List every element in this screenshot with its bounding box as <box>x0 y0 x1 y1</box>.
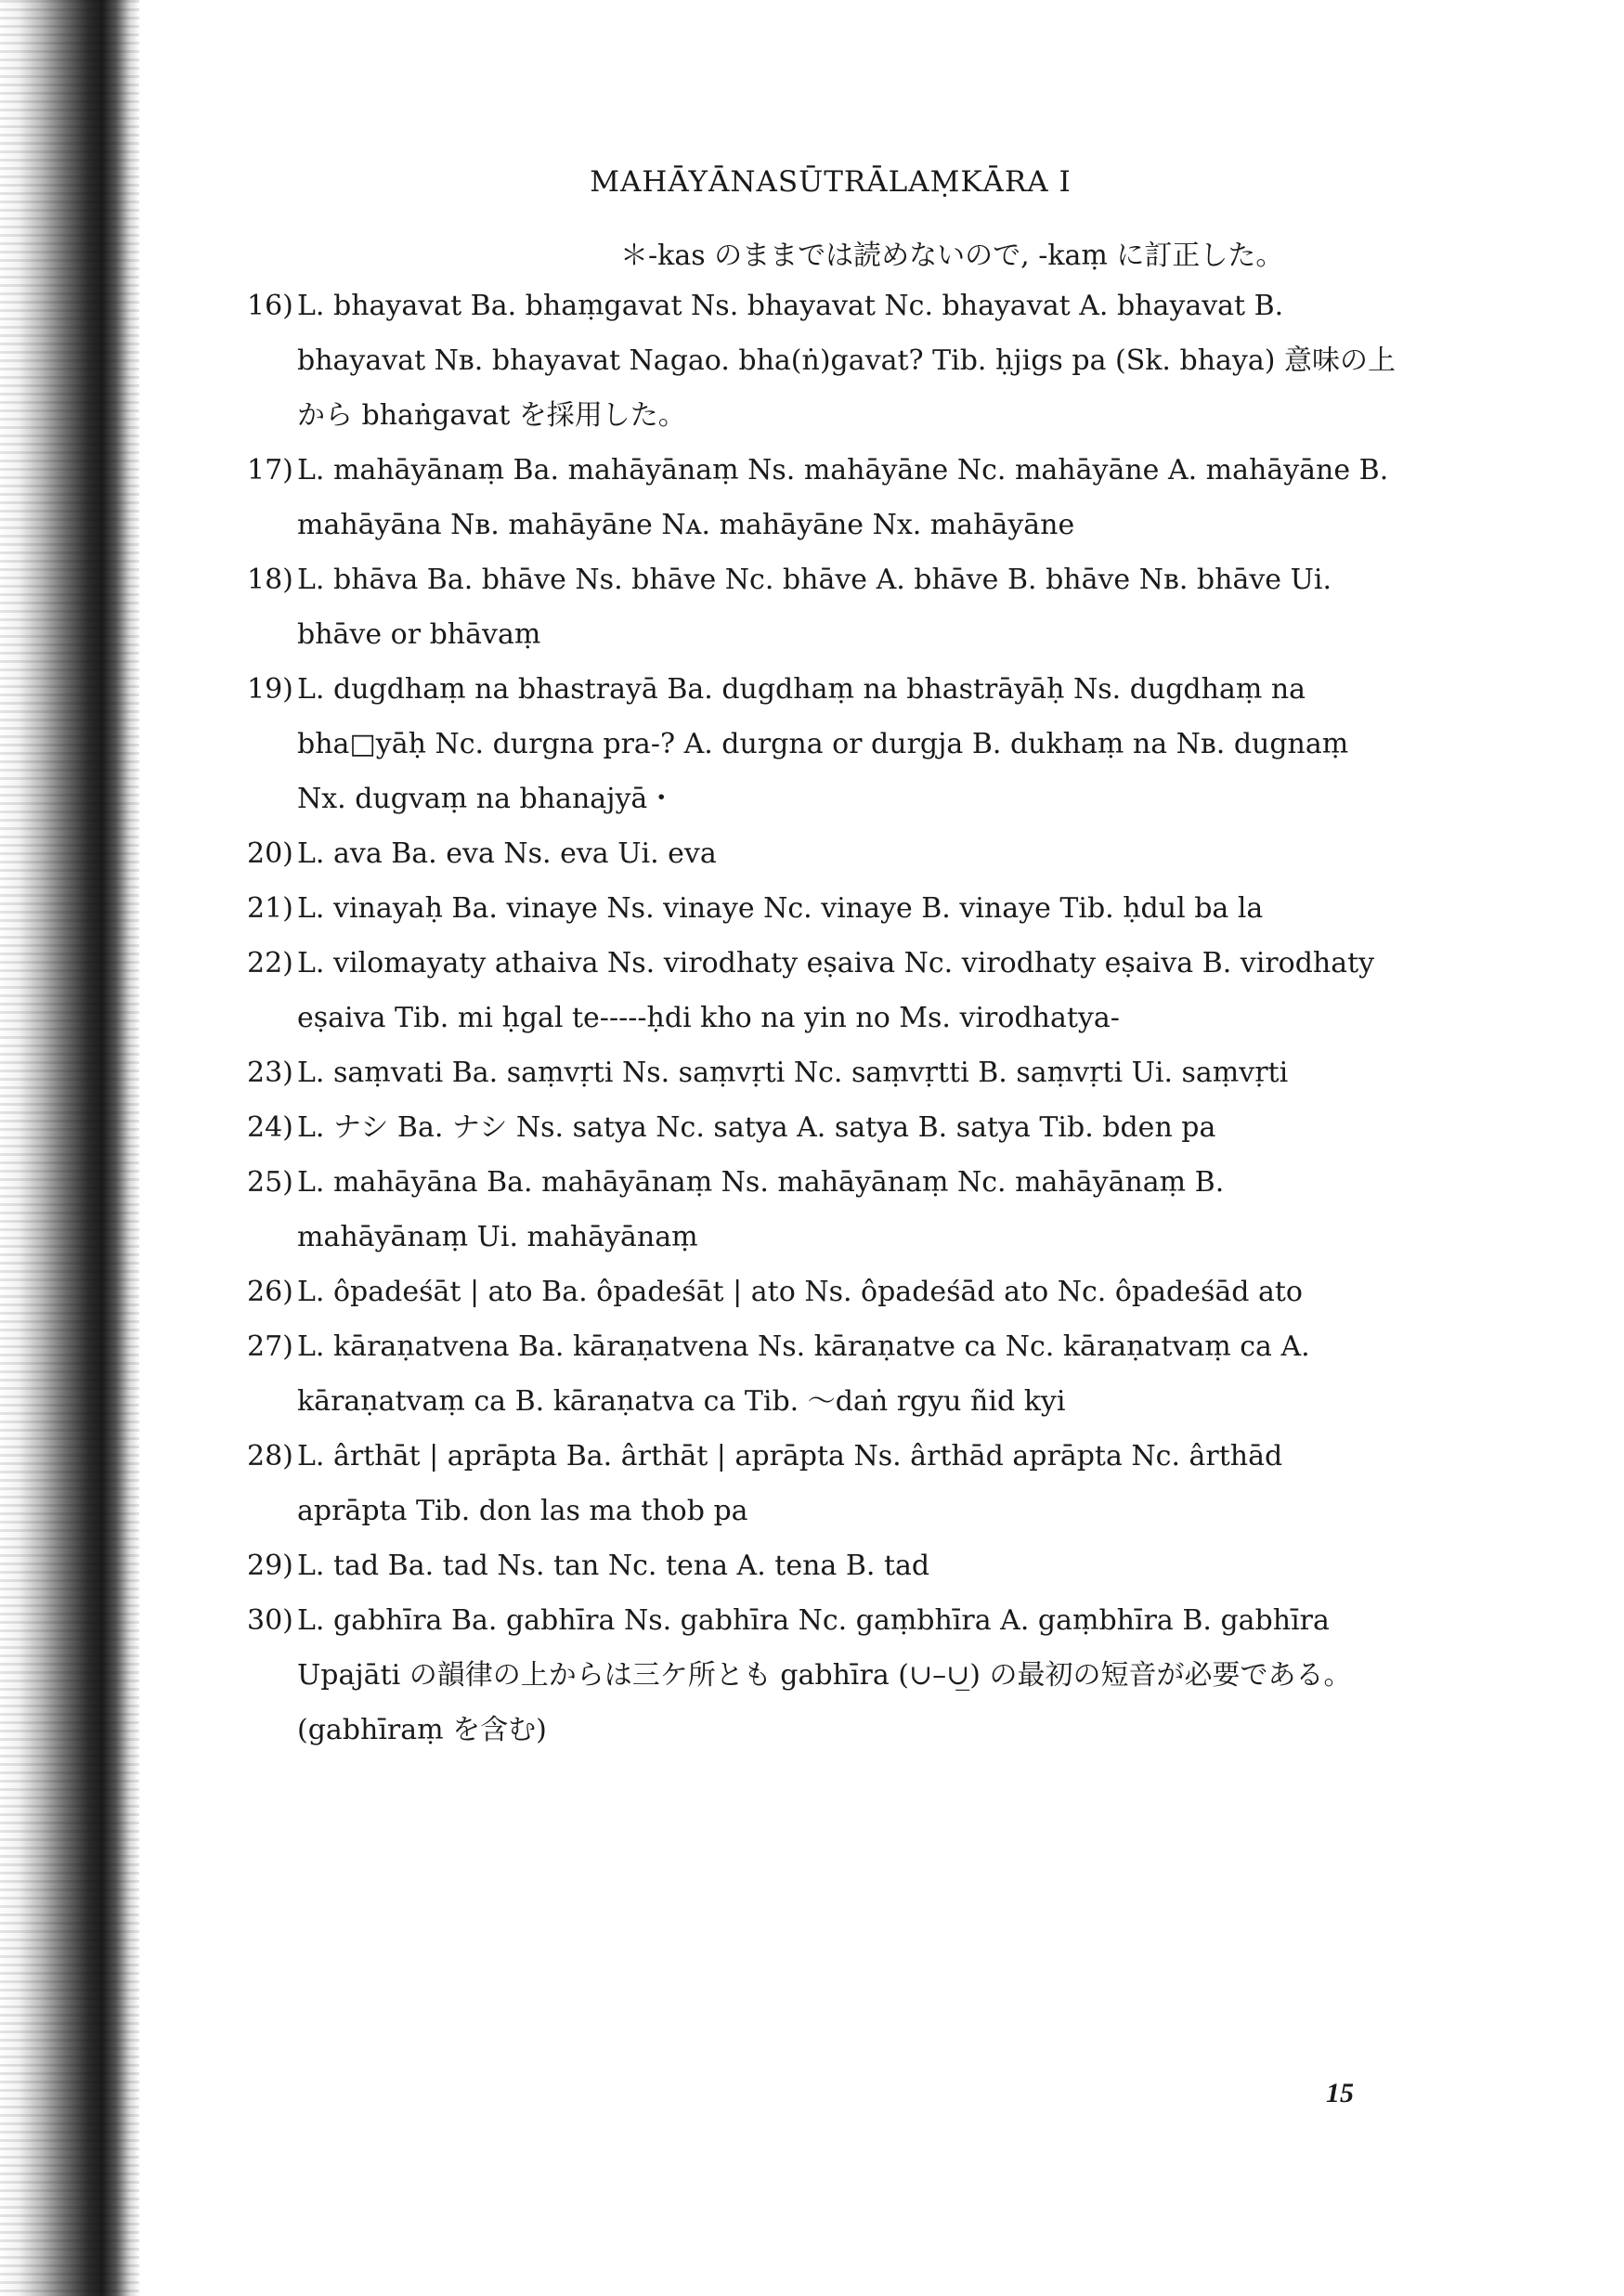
note-number: 26) <box>247 1276 293 1308</box>
note-text: L. vinayaḥ Ba. vinaye Ns. vinaye Nc. vinaye B. vinaye Tib. ḥdul ba la <box>297 892 1264 925</box>
note-text: L. vilomayaty athaiva Ns. virodhaty eṣaiva Nc. virodhaty eṣaiva B. virodhaty eṣaiva Tib. mi ḥgal te-----ḥdi kho na yin no Ms. virodhatya- <box>297 947 1375 1034</box>
list-item <box>247 826 1398 881</box>
page-number: 15 <box>1326 2078 1354 2108</box>
running-head: MAHĀYĀNASŪTRĀLAṂKĀRA I <box>590 165 1072 199</box>
note-text: L. ôpadeśāt | ato Ba. ôpadeśāt | ato Ns. ôpadeśād ato Nc. ôpadeśād ato <box>297 1276 1303 1308</box>
list-item <box>247 552 1398 662</box>
note-text: L. saṃvati Ba. saṃvṛti Ns. saṃvṛti Nc. saṃvṛtti B. saṃvṛti Ui. saṃvṛti <box>297 1057 1289 1089</box>
note-text: L. bhāva Ba. bhāve Ns. bhāve Nc. bhāve A. bhāve B. bhāve Nʙ. bhāve Ui. bhāve or bhāvaṃ <box>297 564 1332 651</box>
list-item <box>247 1100 1398 1155</box>
note-number: 17) <box>247 454 293 486</box>
note-number: 29) <box>247 1550 293 1582</box>
note-text: L. mahāyāna Ba. mahāyānaṃ Ns. mahāyānaṃ Nc. mahāyānaṃ B. mahāyānaṃ Ui. mahāyānaṃ <box>297 1166 1225 1253</box>
list-item <box>247 936 1398 1045</box>
note-text: L. gabhīra Ba. gabhīra Ns. gabhīra Nc. gaṃbhīra A. gaṃbhīra B. gabhīra Upajāti の韻律の上からは三ケ所とも gabhīra (∪–∪̲) の最初の短音が必要である。(gabhīraṃ を含む) <box>297 1604 1352 1746</box>
list-item <box>247 1429 1398 1538</box>
list-item <box>247 1045 1398 1100</box>
correction-note: ＊-kas のままでは読めないので, -kaṃ に訂正した。 <box>620 240 1284 272</box>
note-number: 18) <box>247 564 293 596</box>
note-text: L. tad Ba. tad Ns. tan Nc. tena A. tena B. tad <box>297 1550 930 1582</box>
note-text: L. ナシ Ba. ナシ Ns. satya Nc. satya A. satya B. satya Tib. bden pa <box>297 1111 1216 1144</box>
list-item <box>247 1265 1398 1319</box>
list-item <box>247 1155 1398 1265</box>
list-item <box>247 443 1398 552</box>
note-number: 24) <box>247 1111 293 1144</box>
list-item <box>247 279 1398 443</box>
note-text: L. ârthāt | aprāpta Ba. ârthāt | aprāpta Ns. ârthād aprāpta Nc. ârthād aprāpta Tib. don las ma thob pa <box>297 1440 1283 1527</box>
note-text: L. ava Ba. eva Ns. eva Ui. eva <box>297 837 717 870</box>
note-number: 25) <box>247 1166 293 1199</box>
note-number: 30) <box>247 1604 293 1637</box>
list-item <box>247 662 1398 826</box>
note-text: L. bhayavat Ba. bhaṃgavat Ns. bhayavat Nc. bhayavat A. bhayavat B. bhayavat Nʙ. bhayavat Nagao. bha(ṅ)gavat? Tib. ḥjigs pa (Sk. bhaya) 意味の上から bhaṅgavat を採用した。 <box>297 290 1396 432</box>
note-number: 22) <box>247 947 293 979</box>
note-text: L. kāraṇatvena Ba. kāraṇatvena Ns. kāraṇatve ca Nc. kāraṇatvaṃ ca A. kāraṇatvaṃ ca B. kāraṇatva ca Tib. ～daṅ rgyu ñid kyi <box>297 1330 1310 1418</box>
note-number: 20) <box>247 837 293 870</box>
list-item <box>247 1538 1398 1593</box>
note-number: 16) <box>247 290 293 322</box>
list-item <box>247 1593 1398 1758</box>
note-number: 23) <box>247 1057 293 1089</box>
note-text: L. dugdhaṃ na bhastrayā Ba. dugdhaṃ na bhastrāyāḥ Ns. dugdhaṃ na bha□yāḥ Nc. durgna pra-? A. durgna or durgja B. dukhaṃ na Nʙ. dugnaṃ Nx. dugvaṃ na bhanajyā・ <box>297 673 1349 815</box>
list-item <box>247 881 1398 936</box>
note-number: 27) <box>247 1330 293 1363</box>
note-number: 19) <box>247 673 293 706</box>
note-number: 21) <box>247 892 293 925</box>
list-item <box>247 1319 1398 1429</box>
note-number: 28) <box>247 1440 293 1472</box>
note-text: L. mahāyānaṃ Ba. mahāyānaṃ Ns. mahāyāne Nc. mahāyāne A. mahāyāne B. mahāyāna Nʙ. mahāyāne Nᴀ. mahāyāne Nx. mahāyāne <box>297 454 1389 541</box>
notes-list <box>247 279 1398 1758</box>
book-binding-shadow <box>0 0 139 2296</box>
